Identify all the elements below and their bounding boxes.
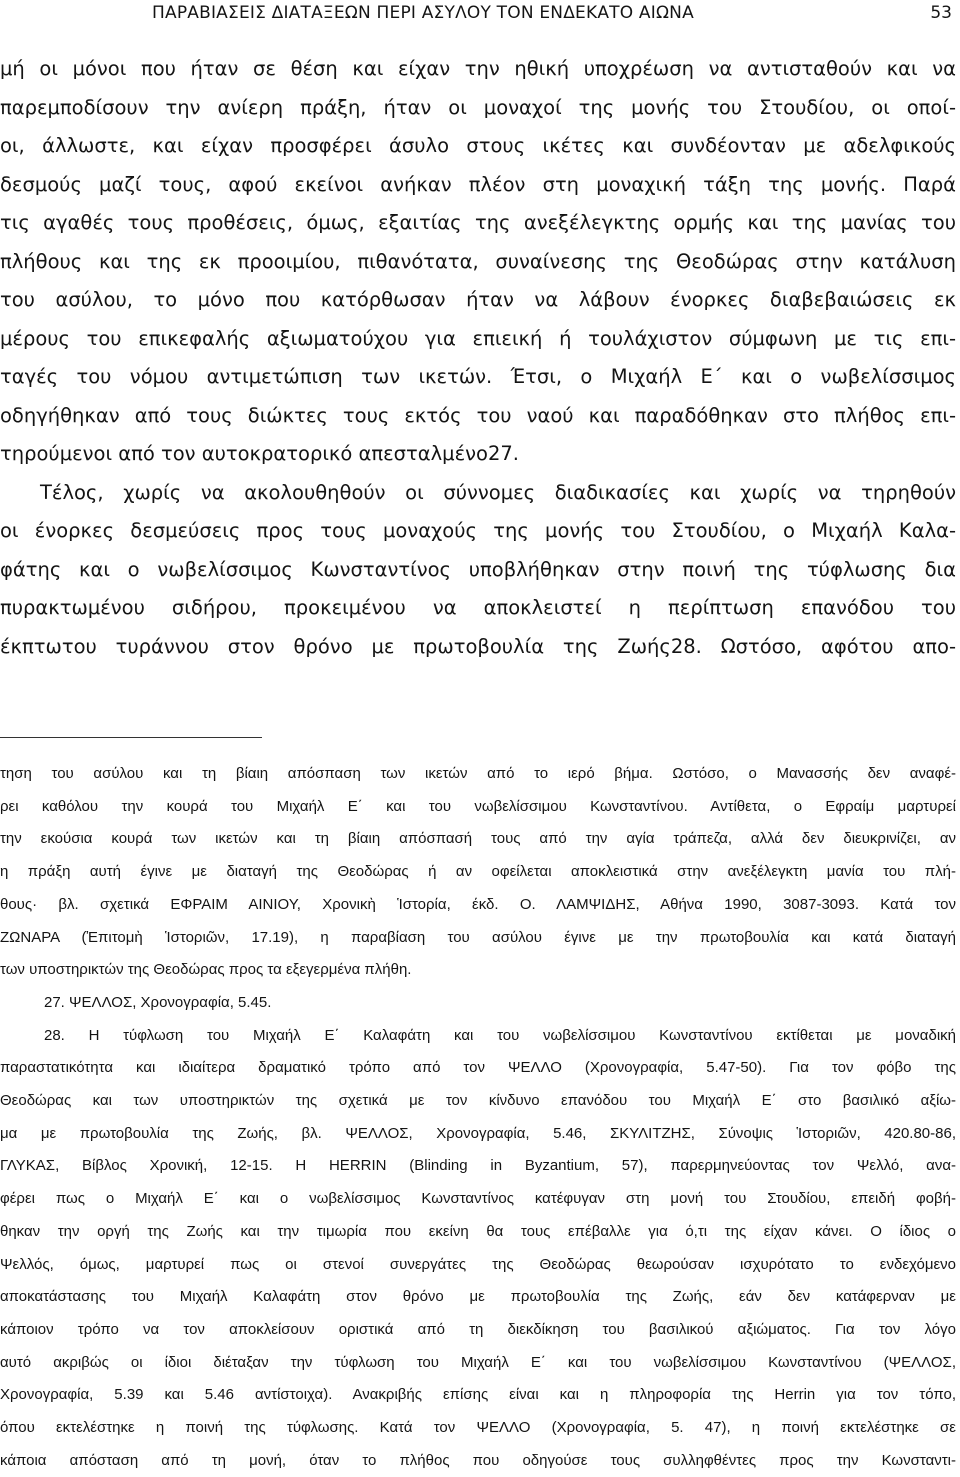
footnote-line: ΖΩΝΑΡΑ (Ἐπιτομὴ Ἱστοριῶν, 17.19), η παραβίαση του ασύλου έγινε με την πρωτοβουλία και κατά διαταγή bbox=[0, 928, 956, 946]
footnote-line: μα με πρωτοβουλία της Ζωής, βλ. ΨΕΛΛΟΣ, Χρονογραφία, 5.46, ΣΚΥΛΙΤΖΗΣ, Σύνοψις Ἱστοριῶν, 420.80-86, bbox=[0, 1124, 956, 1142]
text-line: οι ένορκες δεσμεύσεις προς τους μοναχούς της μονής του Στουδίου, ο Μιχαήλ Καλα- bbox=[0, 519, 956, 542]
footnote-line: αποκατάστασης του Μιχαήλ Καλαφάτη στον θρόνο με πρωτοβουλία της Ζωής, εάν δεν κατάφερναν με bbox=[0, 1288, 956, 1306]
footnote-line: θηκαν την οργή της Ζωής και την τιμωρία που εκείνη θα τους επέβαλλε για ό,τι της είχαν κάνει. Ο ίδιος ο bbox=[0, 1222, 956, 1240]
running-title: ΠΑΡΑΒΙΑΣΕΙΣ ΔΙΑΤΑΞΕΩΝ ΠΕΡΙ ΑΣΥΛΟΥ ΤΟΝ ΕΝΔΕΚΑΤΟ ΑΙΩΝΑ bbox=[152, 3, 694, 23]
footnote-line: κάποιον τρόπο να τον αποκλείσουν οριστικά από τη διεκδίκηση του βασιλικού αξιώματος. Για τον λόγο bbox=[0, 1320, 956, 1338]
text-line: έκπτωτου τυράννου στον θρόνο με πρωτοβουλία της Ζωής28. Ωστόσο, αφότου απο- bbox=[0, 634, 956, 658]
text-line: του ασύλου, το μόνο που κατόρθωσαν ήταν να λάβουν ένορκες διαβεβαιώσεις εκ bbox=[0, 288, 956, 311]
text-line: μή οι μόνοι που ήταν σε θέση και είχαν την ηθική υποχρέωση να αντισταθούν και να bbox=[0, 57, 956, 80]
footnote-separator bbox=[0, 737, 262, 738]
footnote-28: 28. Η τύφλωση του Μιχαήλ Ε΄ Καλαφάτη και του νωβελίσσιμου Κωνσταντίνου εκτίθεται με μοναδική bbox=[44, 1026, 956, 1044]
footnotes bbox=[0, 758, 956, 1477]
footnote-line: την εκούσια κουρά των ικετών και τη βίαιη απόσπασή τους από την αγία τράπεζα, αλλά δεν διευκρινίζει, αν bbox=[0, 830, 956, 848]
footnote-line: φέρει πως ο Μιχαήλ Ε΄ και ο νωβελίσσιμος Κωνσταντίνος κατέφυγαν στη μονή του Στουδίου, επειδή φοβή- bbox=[0, 1190, 956, 1208]
text-line: μέρους του επικεφαλής αξιωματούχου για επιεική ή τουλάχιστον σύμφωνη με τις επι- bbox=[0, 326, 956, 350]
footnote-27: 27. ΨΕΛΛΟΣ, Χρονογραφία, 5.45. bbox=[44, 993, 272, 1011]
text-line: Τέλος, χωρίς να ακολουθηθούν οι σύννομες διαδικασίες και χωρίς να τηρηθούν bbox=[40, 480, 956, 504]
footnote-line: ΓΛΥΚΑΣ, Βίβλος Χρονική, 12-15. Η HERRIN (Blinding in Byzantium, 57), παρερμηνεύοντας τον Ψελλό, ανα- bbox=[0, 1157, 956, 1175]
main-text bbox=[0, 50, 956, 666]
footnote-line: η πράξη αυτή έγινε με διαταγή της Θεοδώρας ή αν οφείλεται αποκλειστικά στην ανεξέλεγκτη μανία του πλή- bbox=[0, 863, 956, 881]
footnote-line: Ψελλός, όμως, μαρτυρεί πως οι στενοί συνεργάτες της Θεοδώρας θεωρούσαν ισχυρότατο το ενδεχόμενο bbox=[0, 1255, 956, 1273]
page-number: 53 bbox=[930, 3, 952, 23]
footnote-line: ρει καθόλου την κουρά του Μιχαήλ Ε΄ και του νωβελίσσιμου Κωνσταντίνου. Αντίθετα, ο Εφραίμ μαρτυρεί bbox=[0, 797, 956, 815]
footnote-line: παραστατικότητα και ιδιαίτερα δραματικό τρόπο από τον ΨΕΛΛΟ (Χρονογραφία, 5.47-50). Για τον φόβο της bbox=[0, 1059, 956, 1077]
text-line: πλήθους και της εκ προοιμίου, πιθανότατα, συναίνεσης της Θεοδώρας στην κατάλυση bbox=[0, 249, 956, 273]
footnote-line: των υποστηρικτών της Θεοδώρας προς τα εξεγερμένα πλήθη. bbox=[0, 961, 412, 979]
running-header bbox=[0, 0, 960, 30]
footnote-line: τηση του ασύλου και τη βίαιη απόσπαση των ικετών από το ιερό βήμα. Ωστόσο, ο Μανασσής δεν αναφέ- bbox=[0, 765, 956, 782]
text-line: τηρούμενοι από τον αυτοκρατορικό απεσταλμένο27. bbox=[0, 442, 519, 465]
text-line: πυρακτωμένου σιδήρου, προκειμένου να αποκλειστεί η περίπτωση επανόδου του bbox=[0, 596, 956, 619]
footnote-line: Θεοδώρας και των υποστηρικτών της σχετικά με τον κίνδυνο επανόδου του Μιχαήλ Ε΄ στο βασιλικό αξίω- bbox=[0, 1092, 956, 1110]
text-line: φάτης και ο νωβελίσσιμος Κωνσταντίνος υποβλήθηκαν στην ποινή της τύφλωσης δια bbox=[0, 557, 956, 581]
footnote-line: θους· βλ. σχετικά ΕΦΡΑΙΜ ΑΙΝΙΟΥ, Χρονικὴ Ἱστορία, έκδ. Ο. ΛΑΜΨΙΔΗΣ, Αθήνα 1990, 3087-3093. Κατά τον bbox=[0, 895, 956, 913]
text-line: δεσμούς μαζί τους, αφού εκείνοι ανήκαν πλέον στη μοναχική τάξη της μονής. Παρά bbox=[0, 172, 956, 196]
footnote-line: όπου εκτελέστηκε η ποινή της τύφλωσης. Κατά τον ΨΕΛΛΟ (Χρονογραφία, 5. 47), η ποινή εκτελέστηκε σε bbox=[0, 1419, 956, 1437]
footnote-line: κάποια απόσταση από τη μονή, όταν το πλήθος που οδηγούσε τους συλληφθέντες προς την Κωνσταντι- bbox=[0, 1451, 956, 1469]
text-line: ταγές του νόμου αντιμετώπιση των ικετών. Έτσι, ο Μιχαήλ Ε΄ και ο νωβελίσσιμος bbox=[0, 365, 956, 388]
text-line: παρεμποδίσουν την ανίερη πράξη, ήταν οι μοναχοί της μονής του Στουδίου, οι οποί- bbox=[0, 95, 956, 119]
text-line: οδηγήθηκαν από τους διώκτες τους εκτός του ναού και παραδόθηκαν στο πλήθος επι- bbox=[0, 403, 956, 427]
footnote-line: αυτό ακριβώς οι ίδιοι διέταξαν την τύφλωση του Μιχαήλ Ε΄ και του νωβελίσσιμου Κωνσταντίνου (ΨΕΛΛΟΣ, bbox=[0, 1353, 956, 1371]
footnote-line: Χρονογραφία, 5.39 και 5.46 αντίστοιχα). Ανακριβής επίσης είναι και η πληροφορία της Herrin για τον τόπο, bbox=[0, 1386, 956, 1404]
text-line: τις αγαθές τους προθέσεις, όμως, εξαιτίας της ανεξέλεγκτης ορμής και της μανίας του bbox=[0, 211, 956, 234]
text-line: οι, άλλωστε, και είχαν προσφέρει άσυλο στους ικέτες και συνδέονταν με αδελφικούς bbox=[0, 134, 956, 157]
